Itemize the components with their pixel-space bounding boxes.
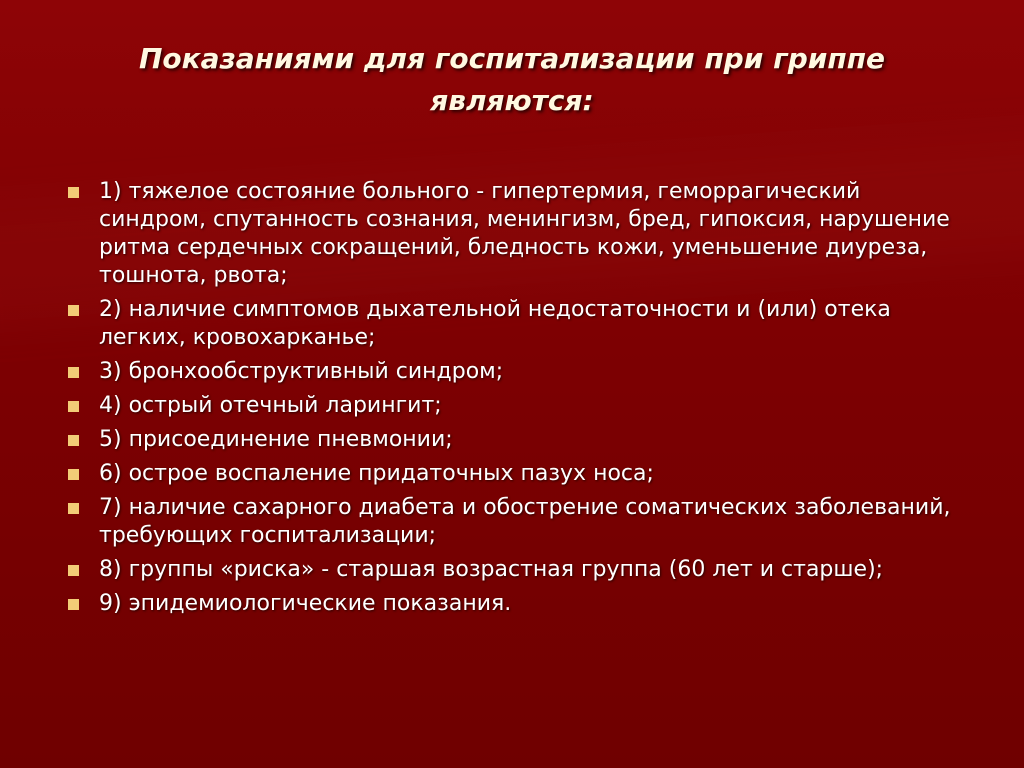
title-line-2: являются:	[430, 84, 594, 117]
square-bullet-icon	[68, 435, 79, 446]
bullet-text: 2) наличие симптомов дыхательной недостаточности и (или) отека легких, кровохарканье;	[99, 297, 891, 350]
slide-title	[80, 38, 944, 122]
bullet-text: 3) бронхообструктивный синдром;	[99, 359, 504, 384]
bullet-text: 8) группы «риска» - старшая возрастная группа (60 лет и старше);	[99, 557, 884, 582]
square-bullet-icon	[68, 565, 79, 576]
bullet-item-9	[68, 590, 968, 618]
square-bullet-icon	[68, 469, 79, 480]
square-bullet-icon	[68, 367, 79, 378]
bullet-text: 6) острое воспаление придаточных пазух носа;	[99, 461, 654, 486]
bullet-item-1	[68, 178, 968, 290]
bullet-item-6	[68, 460, 968, 488]
square-bullet-icon	[68, 599, 79, 610]
bullet-item-8	[68, 556, 968, 584]
bullet-text: 1) тяжелое состояние больного - гипертермия, геморрагический синдром, спутанность сознания, менингизм, бред, гипоксия, нарушение ритма сердечных сокращений, бледность кожи, уменьшение диуреза, тошнота, рвота;	[99, 179, 950, 288]
bullet-item-3	[68, 358, 968, 386]
bullet-item-7	[68, 494, 968, 550]
bullet-item-2	[68, 296, 968, 352]
bullet-list	[68, 178, 968, 624]
square-bullet-icon	[68, 401, 79, 412]
bullet-text: 7) наличие сахарного диабета и обострение соматических заболеваний, требующих госпитализации;	[99, 495, 951, 548]
bullet-item-5	[68, 426, 968, 454]
square-bullet-icon	[68, 503, 79, 514]
bullet-text: 9) эпидемиологические показания.	[99, 591, 512, 616]
bullet-text: 5) присоединение пневмонии;	[99, 427, 453, 452]
square-bullet-icon	[68, 187, 79, 198]
square-bullet-icon	[68, 305, 79, 316]
bullet-item-4	[68, 392, 968, 420]
title-line-1: Показаниями для госпитализации при гриппе	[138, 42, 886, 75]
bullet-text: 4) острый отечный ларингит;	[99, 393, 442, 418]
